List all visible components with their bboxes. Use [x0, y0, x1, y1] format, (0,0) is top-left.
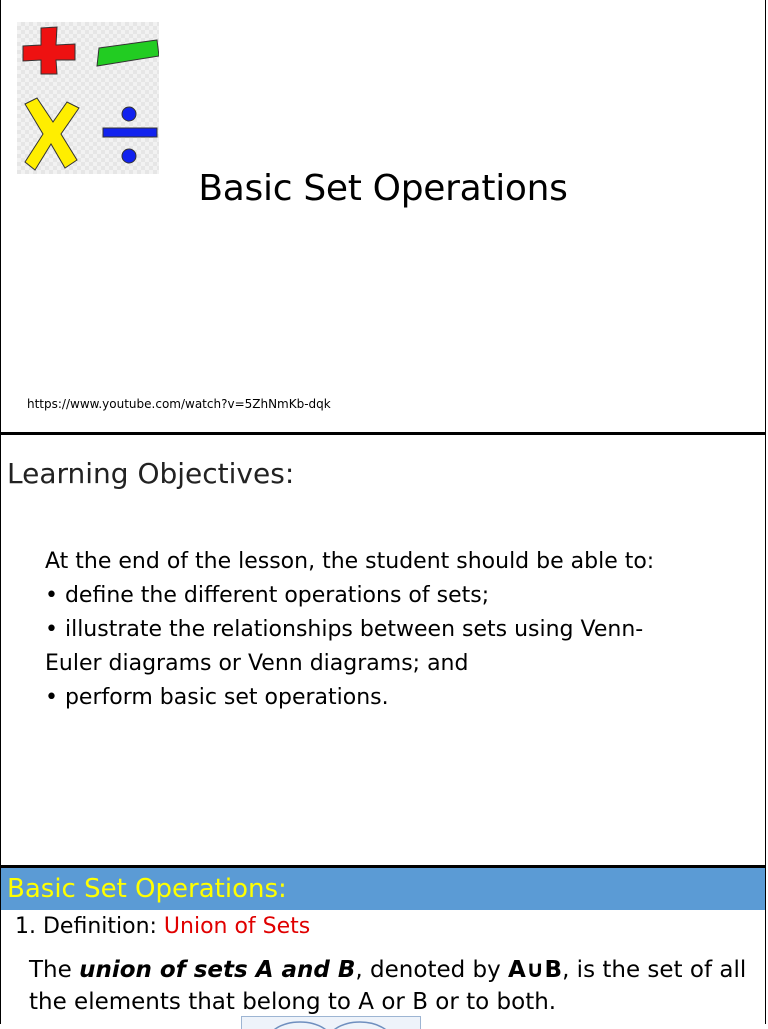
objectives-line: At the end of the lesson, the student should be able to:: [45, 549, 655, 574]
divide-icon: [103, 107, 157, 163]
definition-paragraph: [29, 954, 759, 1018]
venn-diagram-image: [241, 1016, 421, 1029]
minus-icon: [97, 40, 159, 66]
video-link[interactable]: https://www.youtube.com/watch?v=5ZhNmKb-dqk: [27, 397, 331, 411]
math-operations-image: [17, 22, 159, 174]
para-emphasis: union of sets A and B: [79, 957, 356, 983]
section-header: Basic Set Operations:: [1, 868, 765, 910]
para-text: , denoted by: [355, 957, 509, 983]
para-text: , is the set of all: [562, 957, 747, 983]
para-text: the elements that belong to A or B or to both.: [29, 989, 557, 1015]
plus-icon: [23, 27, 75, 74]
objectives-line: • perform basic set operations.: [45, 685, 389, 710]
definition-prefix: 1. Definition:: [15, 914, 164, 939]
objectives-line: Euler diagrams or Venn diagrams; and: [45, 651, 469, 676]
objectives-title: Learning Objectives:: [7, 457, 295, 490]
slide-title: [0, 0, 766, 433]
slide-basic-set-operations: [0, 866, 766, 1024]
objectives-list: [45, 545, 745, 715]
para-text: The: [29, 957, 80, 983]
definition-heading: [15, 914, 310, 939]
union-notation: A∪B: [508, 957, 563, 983]
slide-learning-objectives: [0, 433, 766, 866]
times-icon: [25, 98, 79, 170]
objectives-line: • define the different operations of sets;: [45, 583, 490, 608]
objectives-line: • illustrate the relationships between sets using Venn-: [45, 617, 644, 642]
slide-title-text: Basic Set Operations: [198, 168, 568, 209]
definition-term: Union of Sets: [163, 914, 311, 939]
